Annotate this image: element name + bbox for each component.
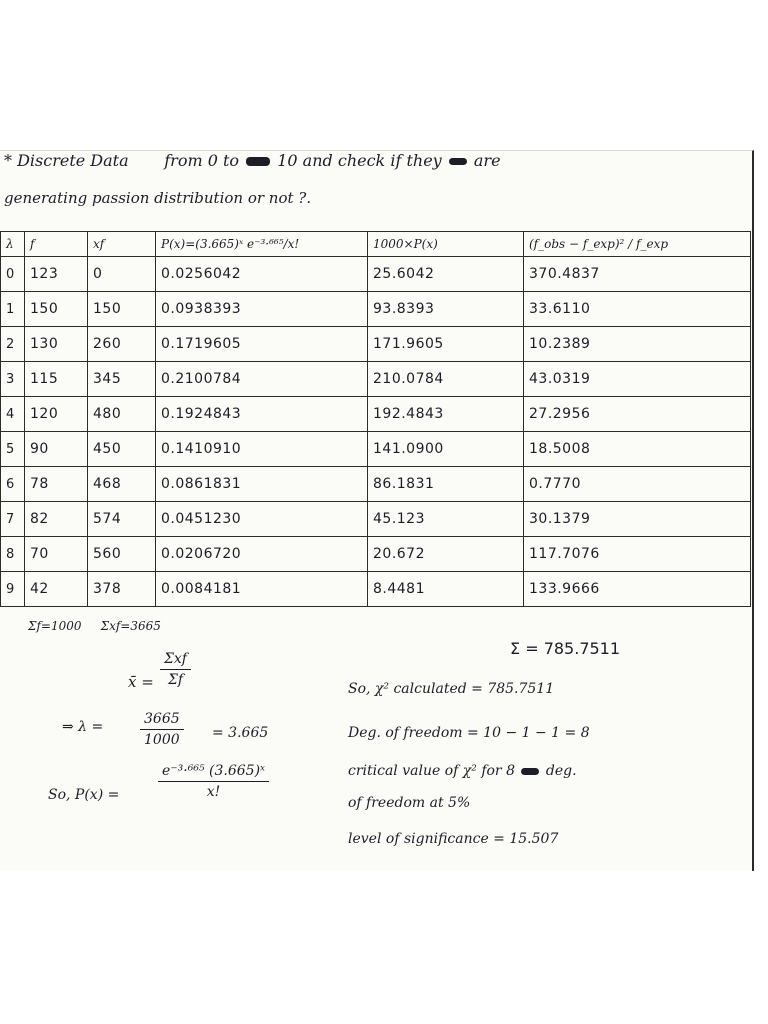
table-cell: 10.2389 [524, 327, 751, 362]
table-cell: 20.672 [368, 537, 524, 572]
table-cell: 130 [25, 327, 88, 362]
heading-text-d: are [473, 151, 501, 170]
table-cell: 25.6042 [368, 257, 524, 292]
significance-line: level of significance = 15.507 [348, 831, 559, 847]
table-row [1, 467, 751, 502]
critical-value-text: critical value of χ² for 8 [348, 763, 515, 779]
poisson-lhs: So, P(x) = [48, 787, 120, 803]
table-cell: 45.123 [368, 502, 524, 537]
heading-line-2: generating passion distribution or not ?. [4, 189, 312, 207]
mean-numerator: Σxf [160, 651, 191, 670]
table-cell: 468 [88, 467, 156, 502]
table-cell: 43.0319 [524, 362, 751, 397]
chi-square-calculated: So, χ² calculated = 785.7511 [348, 681, 555, 697]
table-cell: 117.7076 [524, 537, 751, 572]
freedom-line: of freedom at 5% [348, 795, 471, 811]
lambda-fraction [140, 711, 184, 748]
table-cell: 150 [25, 292, 88, 327]
table-cell: 560 [88, 537, 156, 572]
mean-fraction [160, 651, 191, 688]
table-cell: 90 [25, 432, 88, 467]
table-cell: 450 [88, 432, 156, 467]
table-row [1, 572, 751, 607]
table-cell: 3 [1, 362, 25, 397]
table-cell: 0.1410910 [156, 432, 368, 467]
column-header: P(x)=(3.665)ˣ e⁻³·⁶⁶⁵/x! [156, 232, 368, 257]
table-cell: 70 [25, 537, 88, 572]
table-row [1, 537, 751, 572]
table-cell: 141.0900 [368, 432, 524, 467]
table-cell: 4 [1, 397, 25, 432]
table-cell: 0.0938393 [156, 292, 368, 327]
table-cell: 574 [88, 502, 156, 537]
crossed-out-scribble [521, 768, 539, 775]
table-cell: 18.5008 [524, 432, 751, 467]
table-cell: 0.0206720 [156, 537, 368, 572]
table-cell: 0.1719605 [156, 327, 368, 362]
lambda-value: = 3.665 [212, 725, 269, 741]
table-cell: 192.4843 [368, 397, 524, 432]
table-cell: 42 [25, 572, 88, 607]
critical-value-end: deg. [545, 763, 577, 779]
table-cell: 0.7770 [524, 467, 751, 502]
table-row [1, 362, 751, 397]
table-cell: 1 [1, 292, 25, 327]
heading-text-a: * Discrete Data [4, 151, 129, 170]
sum-xf: Σxf=3665 [100, 619, 161, 633]
poisson-denominator: x! [206, 784, 221, 800]
poisson-fit-table [0, 231, 751, 607]
table-row [1, 292, 751, 327]
column-header: f [25, 232, 88, 257]
table-cell: 0.2100784 [156, 362, 368, 397]
table-cell: 370.4837 [524, 257, 751, 292]
table-cell: 5 [1, 432, 25, 467]
table-cell: 9 [1, 572, 25, 607]
table-cell: 123 [25, 257, 88, 292]
lambda-lhs: ⇒ λ = [62, 719, 104, 735]
table-cell: 115 [25, 362, 88, 397]
table-cell: 480 [88, 397, 156, 432]
table-cell: 8.4481 [368, 572, 524, 607]
table-body [1, 257, 751, 607]
crossed-out-scribble [449, 158, 467, 165]
table-row [1, 327, 751, 362]
table-cell: 171.9605 [368, 327, 524, 362]
table-cell: 0.0861831 [156, 467, 368, 502]
table-cell: 150 [88, 292, 156, 327]
table-cell: 0.1924843 [156, 397, 368, 432]
table-cell: 78 [25, 467, 88, 502]
heading-text-c: 10 and check if they [277, 151, 442, 170]
table-cell: 345 [88, 362, 156, 397]
lambda-denominator: 1000 [144, 732, 180, 748]
table-cell: 0.0084181 [156, 572, 368, 607]
table-cell: 378 [88, 572, 156, 607]
chi-square-sum: Σ = 785.7511 [510, 639, 621, 658]
table-row [1, 432, 751, 467]
table-cell: 210.0784 [368, 362, 524, 397]
sum-f: Σf=1000 [28, 619, 82, 633]
column-header: (f_obs − f_exp)² / f_exp [524, 232, 751, 257]
column-header: xf [88, 232, 156, 257]
table-cell: 6 [1, 467, 25, 502]
table-cell: 82 [25, 502, 88, 537]
table-cell: 30.1379 [524, 502, 751, 537]
column-header: 1000×P(x) [368, 232, 524, 257]
table-cell: 8 [1, 537, 25, 572]
table-cell: 260 [88, 327, 156, 362]
mean-lhs: x̄ = [128, 673, 154, 691]
lambda-numerator: 3665 [140, 711, 184, 730]
degrees-of-freedom: Deg. of freedom = 10 − 1 − 1 = 8 [348, 725, 590, 741]
table-cell: 120 [25, 397, 88, 432]
heading-line-1 [4, 151, 501, 170]
poisson-numerator: e⁻³·⁶⁶⁵ (3.665)ˣ [158, 763, 269, 782]
table-row [1, 502, 751, 537]
table-cell: 0.0256042 [156, 257, 368, 292]
mean-denominator: Σf [167, 672, 184, 688]
table-cell: 133.9666 [524, 572, 751, 607]
table-cell: 0.0451230 [156, 502, 368, 537]
table-cell: 2 [1, 327, 25, 362]
table-cell: 0 [88, 257, 156, 292]
table-header-row [1, 232, 751, 257]
table-cell: 0 [1, 257, 25, 292]
column-sums [28, 619, 161, 633]
poisson-fraction [158, 763, 269, 800]
notebook-page [0, 150, 754, 871]
table-row [1, 397, 751, 432]
table-cell: 33.6110 [524, 292, 751, 327]
table-row [1, 257, 751, 292]
table-cell: 27.2956 [524, 397, 751, 432]
table-cell: 7 [1, 502, 25, 537]
crossed-out-scribble [246, 157, 270, 166]
table-cell: 93.8393 [368, 292, 524, 327]
heading-text-b: from 0 to [164, 151, 240, 170]
column-header: λ [1, 232, 25, 257]
table-cell: 86.1831 [368, 467, 524, 502]
critical-value-line [348, 763, 577, 779]
